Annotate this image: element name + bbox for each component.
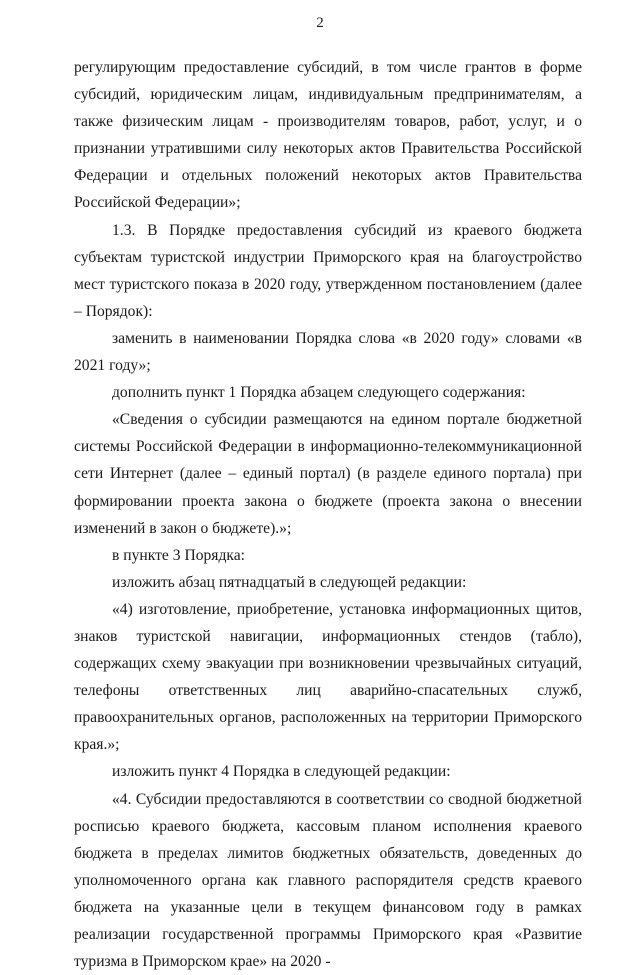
paragraph-item-3-intro: в пункте 3 Порядка: (112, 546, 246, 564)
paragraph-subsidy-info-quote: «Сведения о субсидии размещаются на едином портале бюджетной системы Российской Федерации в информационно-телекоммуникационной сети Интернет (далее – единый портал) (в разделе единого портала) при формировании проекта закона о бюджете (проекта закона о внесении изменений в закон о бюджете).»; (74, 411, 582, 537)
paragraph-regulation-continuation: регулирующим предоставление субсидий, в том числе грантов в форме субсидий, юридическим лицам, индивидуальным предпринимателям, а также физическим лицам - производителям товаров, работ, услуг, и о признании утратившими силу некоторых актов Правительства Российской Федерации и отдельных положений некоторых актов Правительства Российской Федерации»; (74, 59, 582, 212)
paragraph-supplement-item-1: дополнить пункт 1 Порядка абзацем следующего содержания: (112, 384, 526, 402)
paragraph-rename-order: заменить в наименовании Порядка слова «в 2020 году» словами «в 2021 году»; (74, 329, 582, 375)
document-body (74, 54, 582, 975)
paragraph-item-4-intro: изложить пункт 4 Порядка в следующей редакции: (112, 763, 451, 781)
paragraph-item-4-quote: «4. Субсидии предоставляются в соответствии со сводной бюджетной росписью краевого бюджета, кассовым планом исполнения краевого бюджета в пределах лимитов бюджетных обязательств, доведенных до уполномоченного органа как главного распорядителя средств краевого бюджета на указанные цели в текущем финансовом году в рамках реализации государственной программы Приморского края «Развитие туризма в Приморском крае» на 2020 - (74, 790, 582, 971)
page-number: 2 (316, 15, 324, 31)
paragraph-info-boards-quote: «4) изготовление, приобретение, установка информационных щитов, знаков туристской навигации, информационных стендов (табло), содержащих схему эвакуации при возникновении чрезвычайных ситуаций, телефоны ответственных лиц аварийно-спасательных служб, правоохранительных органов, расположенных на территории Приморского края.»; (74, 600, 582, 754)
paragraph-item-1-3: 1.3. В Порядке предоставления субсидий из краевого бюджета субъектам туристской индустрии Приморского края на благоустройство мест туристского показа в 2020 году, утвержденном постановлением (далее – Порядок): (74, 221, 582, 320)
paragraph-fifteenth-abzac: изложить абзац пятнадцатый в следующей редакции: (112, 573, 467, 591)
